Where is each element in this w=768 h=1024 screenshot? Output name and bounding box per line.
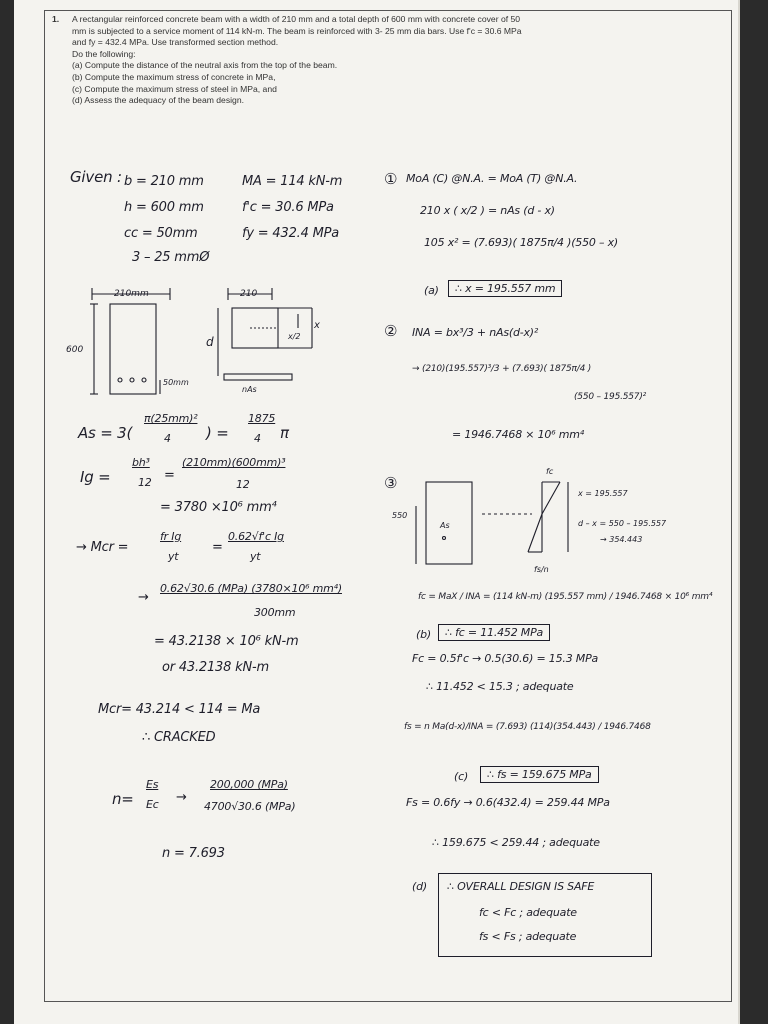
- step1-number: ①: [384, 170, 398, 188]
- step3-number: ③: [384, 474, 398, 492]
- as-pi: π: [280, 424, 289, 442]
- n-sub-den: 4700√30.6 (MPa): [204, 800, 296, 813]
- ig-lhs: Ig =: [80, 468, 111, 486]
- problem-line: Do the following:: [72, 48, 136, 59]
- problem-line: (d) Assess the adequacy of the beam design.: [72, 95, 244, 106]
- equation-2: 105 x² = (7.693)( 1875π/4 )(550 – x): [424, 236, 618, 249]
- mcr-result: = 43.2138 × 10⁶ kN-m: [154, 634, 299, 649]
- mcr-num: fr Ig: [160, 530, 182, 543]
- ina-formula: INA = bx³/3 + nAs(d-x)²: [412, 326, 539, 339]
- answer-a-label: (a): [424, 284, 439, 297]
- section-cover-label: 50mm: [163, 378, 189, 387]
- problem-line: (a) Compute the distance of the neutral axis from the top of the beam.: [72, 60, 338, 71]
- half-depth-label: x/2: [288, 332, 301, 341]
- answer-c-label: (c): [454, 770, 469, 783]
- fc-formula: fc = MaX / INA = (114 kN-m) (195.557 mm) / 1946.7468 × 10⁶ mm⁴: [418, 592, 713, 602]
- d-minus-x-value: d – x = 550 – 195.557: [578, 519, 667, 528]
- mcr-compare: Mcr= 43.214 < 114 = Ma: [98, 702, 261, 717]
- final-conclusion-box: [438, 873, 652, 957]
- section-height-label: 600: [66, 345, 84, 355]
- ig-mid-den: 12: [236, 478, 250, 491]
- stress-fs-label: fs/n: [534, 565, 549, 574]
- problem-line: and fy = 432.4 MPa. Use transformed section method.: [72, 37, 279, 48]
- mcr-sub-num: 0.62√30.6 (MPa) (3780×10⁶ mm⁴): [160, 582, 342, 595]
- problem-line: (b) Compute the maximum stress of concrete in MPa,: [72, 71, 276, 82]
- given-bars: 3 – 25 mmØ: [132, 250, 210, 265]
- transformed-width-label: 210: [240, 289, 258, 299]
- problem-body: [72, 14, 654, 107]
- given-cc: cc = 50mm: [124, 226, 198, 241]
- step1-statement: MoA (C) @N.A. = MoA (T) @N.A.: [406, 172, 578, 185]
- answer-b-label: (b): [416, 628, 431, 641]
- effective-depth-label: 550: [392, 511, 408, 520]
- fc-allowable: Fc = 0.5f'c → 0.5(30.6) = 15.3 MPa: [412, 652, 599, 665]
- mcr-den2: yt: [250, 550, 261, 563]
- transformed-section-sketch: [202, 284, 332, 404]
- mcr-or: or 43.2138 kN-m: [162, 660, 269, 675]
- answer-c: ∴ fs = 159.675 MPa: [480, 766, 599, 783]
- problem-number: 1.: [52, 14, 60, 24]
- n-result: n = 7.693: [162, 846, 225, 861]
- given-fy: fy = 432.4 MPa: [242, 226, 339, 241]
- n-lhs: n=: [112, 790, 134, 808]
- n-num: Es: [146, 778, 159, 791]
- as-num: π(25mm)²: [144, 412, 198, 425]
- answer-b: ∴ fc = 11.452 MPa: [438, 624, 550, 641]
- beam-section-sketch: [66, 282, 210, 402]
- steel-area-label: As: [440, 521, 450, 530]
- equation-1: 210 x ( x/2 ) = nAs (d - x): [420, 204, 555, 217]
- final-label: (d): [412, 880, 427, 893]
- d-minus-x-result: → 354.443: [600, 535, 643, 544]
- cracked-note: ∴ CRACKED: [142, 730, 216, 745]
- stress-fc-label: fc: [546, 467, 554, 476]
- fs-check: ∴ 159.675 < 259.44 ; adequate: [432, 836, 600, 849]
- problem-line: (c) Compute the maximum stress of steel in MPa, and: [72, 83, 277, 94]
- mcr-sub-den: 300mm: [254, 606, 296, 619]
- na-distance-value: x = 195.557: [578, 489, 628, 498]
- fc-check: ∴ 11.452 < 15.3 ; adequate: [426, 680, 574, 693]
- final-verdict: ∴ OVERALL DESIGN IS SAFE: [447, 880, 595, 893]
- mcr-lhs: → Mcr =: [76, 540, 129, 555]
- mcr-num2: 0.62√f'c Ig: [228, 530, 284, 543]
- transformed-steel-label: nAs: [242, 385, 257, 394]
- as-rhs-num: 1875: [248, 412, 276, 425]
- as-eq: ) =: [206, 424, 229, 442]
- as-rhs-den: 4: [254, 432, 261, 445]
- given-h: h = 600 mm: [124, 200, 204, 215]
- as-lhs: As = 3(: [78, 424, 133, 442]
- problem-statement: [54, 14, 654, 107]
- ina-substitution-2: (550 – 195.557)²: [574, 392, 647, 402]
- stress-diagram-sketch: [392, 466, 692, 576]
- given-b: b = 210 mm: [124, 174, 204, 189]
- paper-sheet: 1. A rectangular reinforced concrete beam with a width of 210 mm and a total depth of 600 mm with concrete cover of 50 mm is subjected to a service moment of 114 kN-m. The beam is reinforced with 3- 25 mm dia bars. Use f'c = 30.6 MPa and fy = 432.4 MPa. Use transformed section method. Do the following: (a) Compute the distance of the neutral axis from the top of the beam. (b) Compute the maximum stress of concrete in MPa, (c) Compute the maximum stress of steel in MPa, and (d) Assess the adequacy of the beam design. Given : b = 210 mm h = 600 mm cc = 50mm 3 – 25 mmØ MA = 114 kN-m f'c = 30.6 MPa fy = 432.4 MPa 210mm 600 50mm 210 d x x/2 nAs As = 3( π(25mm)² 4 ) = 1875 4 π Ig = bh³ 12 = (210mm)(600mm)³ 12 = 3780 ×10⁶ mm⁴ → Mcr = fr Ig yt = 0.62√f'c Ig yt → 0.62√30.6 (MPa) (3780×10⁶ mm⁴) 300mm = 43.2138 × 10⁶ kN-m or 43.2138 kN-m Mcr= 43.214 < 114 = Ma ∴ CRACKED n= Es Ec → 200,000 (MPa) 4700√30.6 (MPa) n = 7.693 ① MoA (C) @N.A. = MoA (T) @N.A. 210 x ( x/2 ) = nAs (d - x) 105 x² = (7.693)( 1875π/4 )(550 – x) (a) ∴ x = 195.557 mm ② INA = bx³/3 + nAs(d-x)² → (210)(195.557)³/3 + (7.693)( 1875π/4 ) (550 – 195.557)² = 1946.7468 × 10⁶ mm⁴ ③ 550 As fc fs/n x = 195.557 d – x = 550 – 195.557 → 354.443 fc = MaX / INA = (114 kN-m) (195.557 mm) / 1946.7468 × 10⁶ mm⁴ (b) ∴ fc = 11.452 MPa Fc = 0.5f'c → 0.5(30.6) = 15.3 MPa ∴ 11.452 < 15.3 ; adequate fs = n Ma(d-x)/INA = (7.693) (114)(354.443) / 1946.7468 (c) ∴ fs = 159.675 MPa Fs = 0.6fy → 0.6(432.4) = 259.44 MPa ∴ 159.675 < 259.44 ; adequate (d) ∴ OVERALL DESIGN IS SAFE fc < Fc ; adequate fs < Fs ; adequate: [14, 0, 740, 1024]
- given-fc: f'c = 30.6 MPa: [242, 200, 334, 215]
- fs-allowable: Fs = 0.6fy → 0.6(432.4) = 259.44 MPa: [406, 796, 610, 809]
- ina-substitution: → (210)(195.557)³/3 + (7.693)( 1875π/4 ): [412, 364, 592, 374]
- final-steel-check: fs < Fs ; adequate: [479, 930, 577, 943]
- as-den: 4: [164, 432, 171, 445]
- ina-result: = 1946.7468 × 10⁶ mm⁴: [452, 428, 584, 441]
- ig-result: = 3780 ×10⁶ mm⁴: [160, 500, 277, 515]
- section-width-label: 210mm: [114, 289, 149, 299]
- n-sub-num: 200,000 (MPa): [210, 778, 288, 791]
- answer-a: ∴ x = 195.557 mm: [448, 280, 562, 297]
- mcr-den: yt: [168, 550, 179, 563]
- problem-line: A rectangular reinforced concrete beam with a width of 210 mm and a total depth of 600 mm with concrete cover of 50: [72, 14, 521, 24]
- n-den: Ec: [146, 798, 159, 811]
- fs-formula: fs = n Ma(d-x)/INA = (7.693) (114)(354.443) / 1946.7468: [404, 722, 651, 732]
- ig-num: bh³: [132, 456, 150, 469]
- ig-den: 12: [138, 476, 152, 489]
- given-ma: MA = 114 kN-m: [242, 174, 343, 189]
- problem-line: mm is subjected to a service moment of 114 kN-m. The beam is reinforced with 3- 25 mm dia bars. Use f'c = 30.6 MPa: [72, 25, 522, 36]
- step2-number: ②: [384, 322, 398, 340]
- na-depth-label: x: [314, 320, 320, 331]
- given-label: Given :: [70, 168, 122, 186]
- ig-mid-num: (210mm)(600mm)³: [182, 456, 286, 469]
- depth-label: d: [206, 335, 214, 349]
- final-concrete-check: fc < Fc ; adequate: [479, 906, 577, 919]
